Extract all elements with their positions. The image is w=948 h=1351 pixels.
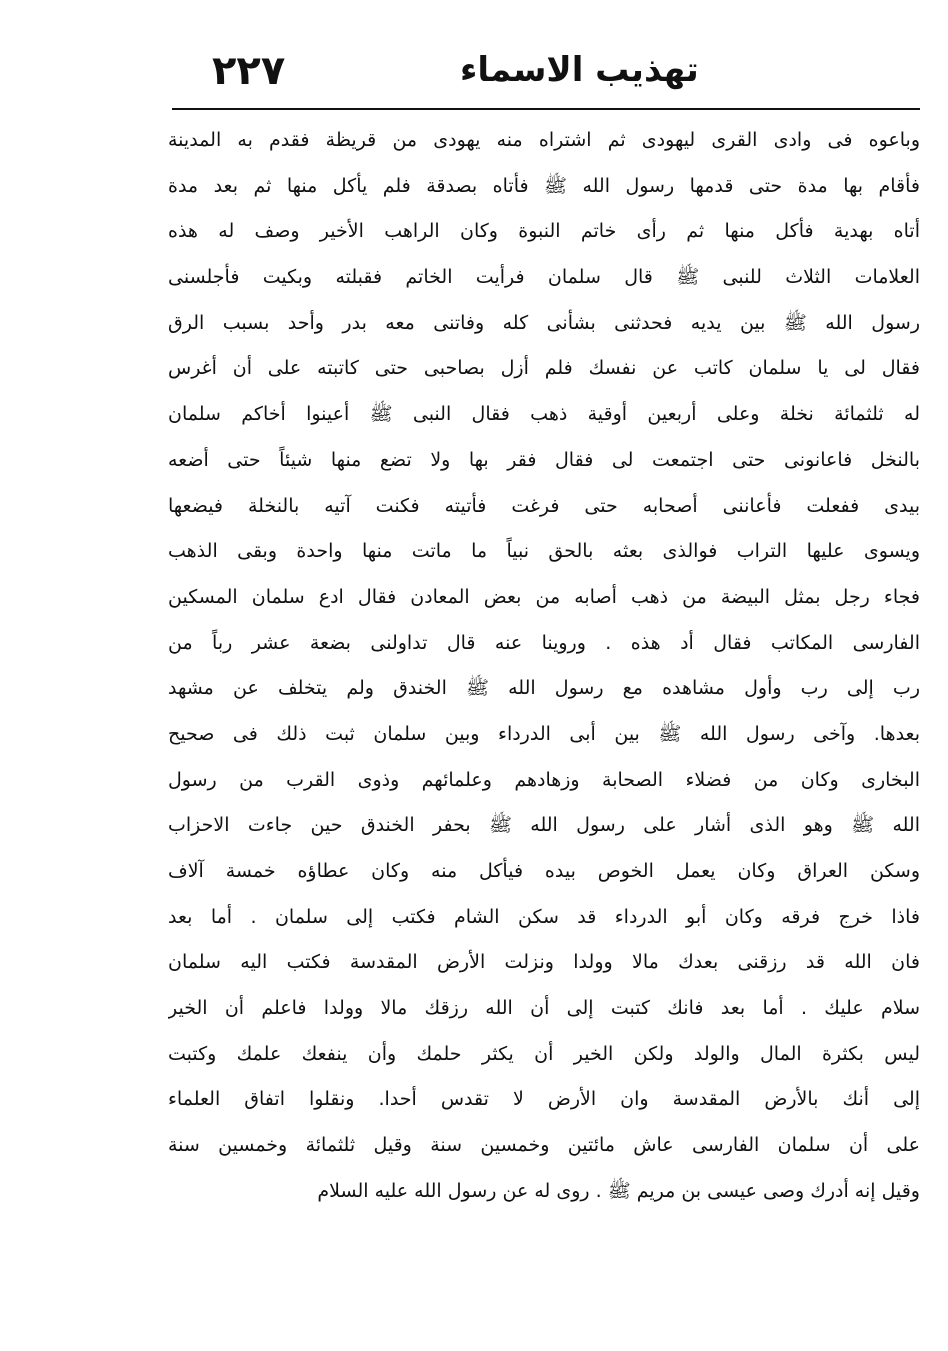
text-line: فان الله قد رزقنى بعدك مالا وولدا ونزلت الأرض المقدسة فكتب اليه سلمان [168, 951, 920, 974]
text-line: وسكن العراق وكان يعمل الخوص بيده فيأكل منه وكان عطاؤه خمسة آلاف [168, 860, 920, 882]
text-line: بعدها. وآخى رسول الله ﷺ بين أبى الدرداء وبين سلمان ثبت ذلك فى صحيح [168, 722, 920, 745]
text-line: ويسوى عليها التراب فوالذى بعثه بالحق نبياً ما ماتت منها واحدة وبقى الذهب [168, 540, 920, 563]
text-line: إلى أنك بالأرض المقدسة وان الأرض لا تقدس أحدا. ونقلوا اتفاق العلماء [168, 1088, 920, 1111]
running-title: تهذيب الاسماء [460, 50, 699, 90]
text-line: فأقام بها مدة حتى قدمها رسول الله ﷺ فأتاه بصدقة فلم يأكل منها ثم بعد مدة [168, 174, 920, 197]
page-header [170, 44, 920, 104]
text-line: رب إلى رب وأول مشاهده مع رسول الله ﷺ الخندق ولم يتخلف عن مشهد [168, 677, 920, 700]
text-line: البخارى وكان من فضلاء الصحابة وزهادهم وعلمائهم وذوى القرب من رسول [168, 768, 920, 791]
text-line: أتاه بهدية فأكل منها ثم رأى خاتم النبوة وكان الراهب الأخير وصف له هذه [168, 220, 920, 243]
text-line: رسول الله ﷺ بين يديه فحدثنى بشأنى كله وفاتنى معه بدر وأحد بسبب الرق [168, 311, 920, 334]
text-line: الله ﷺ وهو الذى أشار على رسول الله ﷺ بحفر الخندق حين جاءت الاحزاب [168, 814, 920, 837]
text-line: بالنخل فاعانونى حتى اجتمعت لى فقال فقر بها ولا تضع منها شيئاً حتى أضعه [168, 448, 920, 471]
text-line: سلام عليك . أما بعد فانك كتبت إلى أن الله رزقك مالا وولدا فاعلم أن الخير [168, 997, 920, 1020]
header-rule [172, 108, 920, 110]
body-text [168, 118, 920, 1215]
text-line: فجاء رجل بمثل البيضة من ذهب أصابه من بعض المعادن فقال ادع سلمان المسكين [168, 585, 920, 608]
text-line: وقيل إنه أدرك وصى عيسى بن مريم ﷺ . روى له عن رسول الله عليه السلام [317, 1179, 920, 1202]
text-line: العلامات الثلاث للنبى ﷺ قال سلمان فرأيت الخاتم فقبلته وبكيت فأجلسنى [168, 266, 920, 289]
page-number: ٢٢٧ [212, 48, 286, 94]
text-line: ليس بكثرة المال والولد ولكن الخير أن يكثر حلمك وأن ينفعك علمك وكتبت [168, 1042, 920, 1065]
text-line: بيدى ففعلت فأعاننى أصحابه حتى فرغت فأتيته فكنت آتيه بالنخلة فيضعها [168, 494, 920, 517]
text-line: فاذا خرج فرقه وكان أبو الدرداء قد سكن الشام فكتب إلى سلمان . أما بعد [168, 905, 920, 928]
text-line: على أن سلمان الفارسى عاش مائتين وخمسين سنة وقيل ثلثمائة وخمسين سنة [168, 1134, 920, 1157]
text-line: فقال لى يا سلمان كاتب عن نفسك فلم أزل بصاحبى حتى كاتبته على أن أغرس [168, 357, 920, 380]
text-line: له ثلثمائة نخلة وعلى أربعين أوقية ذهب فقال النبى ﷺ أعينوا أخاكم سلمان [168, 403, 920, 426]
text-line: وباعوه فى وادى القرى ليهودى ثم اشتراه منه يهودى من قريظة فقدم به المدينة [168, 129, 920, 151]
text-line: الفارسى المكاتب فقال أد هذه . وروينا عنه قال تداولنى بضعة عشر رباً من [168, 631, 920, 654]
